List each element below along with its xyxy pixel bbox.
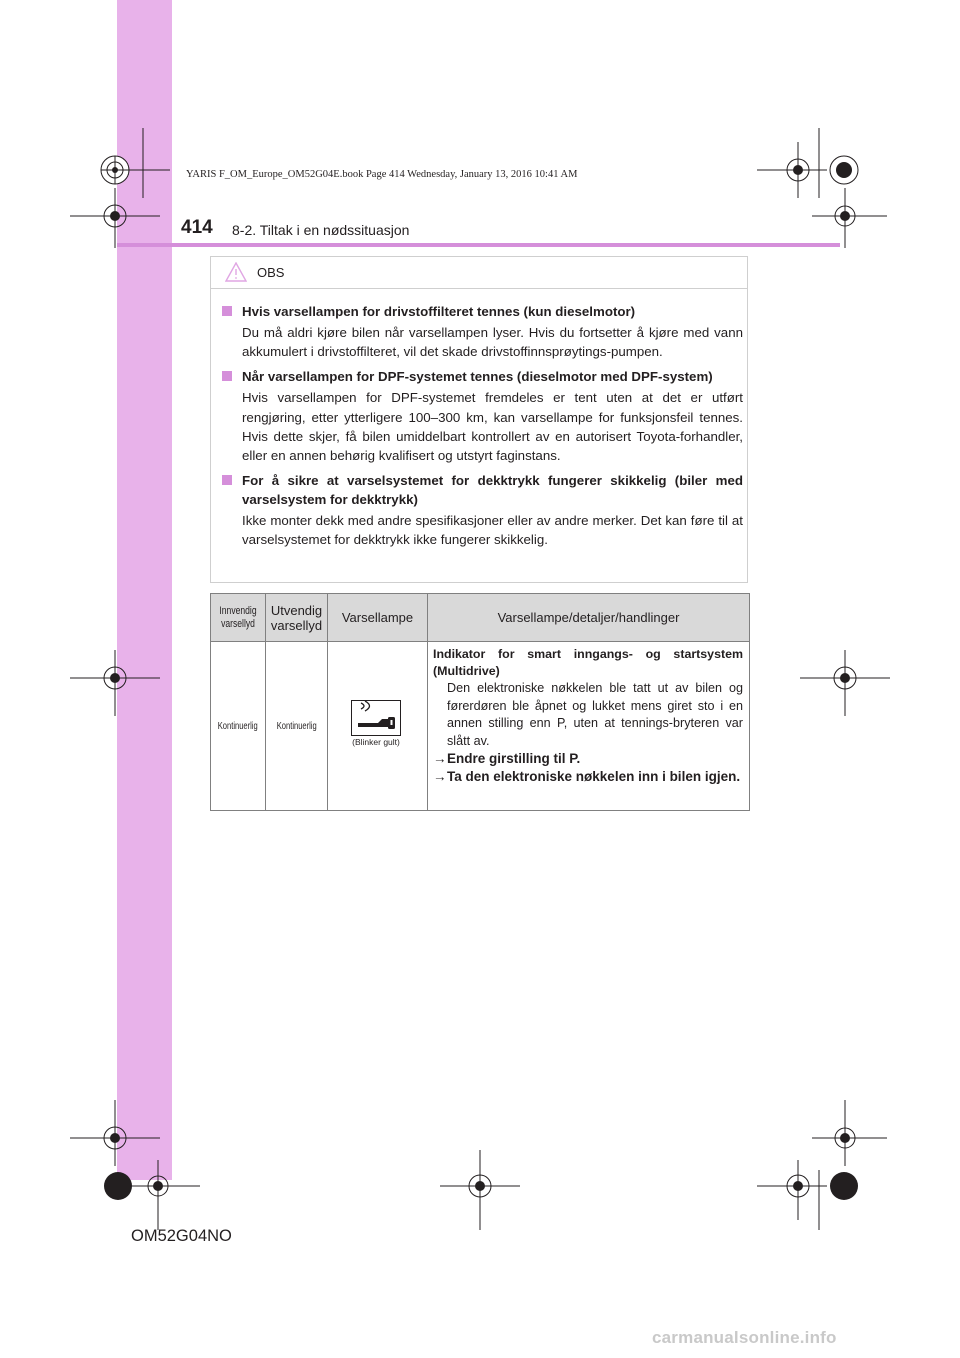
header-rule xyxy=(117,243,840,247)
detail-title: Indikator for smart inngangs- og startsystem (Multidrive) xyxy=(433,647,743,678)
action-text: Ta den elektroniske nøkkelen inn i bilen igjen. xyxy=(447,769,741,784)
obs-item-heading: Når varsellampen for DPF-systemet tennes (dieselmotor med DPF-system) xyxy=(242,369,713,385)
lamp-caption: (Blinker gult) xyxy=(352,737,400,747)
warning-table xyxy=(210,593,750,811)
registration-mark-icon xyxy=(757,1100,887,1230)
cell-outside-sound: Kontinuerlig xyxy=(276,719,317,732)
action-item xyxy=(433,768,743,786)
bullet-square-icon xyxy=(222,371,232,381)
obs-item-text: Ikke monter dekk med andre spesifikasjoner eller av andre merker. Det kan føre til at varselsystemet for dekktrykk ikke fungerer skikkelig. xyxy=(242,513,743,548)
registration-target-icon xyxy=(100,140,170,210)
registration-mark-icon xyxy=(757,128,887,248)
page-number: 414 xyxy=(181,217,213,238)
watermark: carmanualsonline.info xyxy=(652,1328,837,1347)
registration-mark-icon xyxy=(70,1100,200,1230)
obs-item xyxy=(221,471,743,549)
obs-item-heading: Hvis varsellampen for drivstoffilteret tennes (kun dieselmotor) xyxy=(242,304,636,319)
bullet-square-icon xyxy=(222,475,232,485)
arrow-right-icon: → xyxy=(433,769,447,784)
smart-key-warning-icon xyxy=(351,700,401,736)
detail-text: Den elektroniske nøkkelen ble tatt ut av bilen og førerdøren ble åpnet og lukket mens giret sto i en annen stilling enn P, uten at tennings-bryteren var slått av. xyxy=(447,681,743,748)
obs-item-heading: For å sikre at varselsystemet for dekktrykk fungerer skikkelig (biler med varselsystem for dekktrykk) xyxy=(242,473,743,508)
header-warning-lamp: Varsellampe xyxy=(341,610,414,625)
cell-inside-sound: Kontinuerlig xyxy=(218,719,258,732)
obs-item xyxy=(221,302,743,361)
document-code: OM52G04NO xyxy=(131,1227,232,1245)
obs-body xyxy=(221,302,743,556)
section-title: 8-2. Tiltak i en nødssituasjon xyxy=(232,222,410,238)
header-details: Varsellampe/detaljer/handlinger xyxy=(497,610,680,625)
registration-mark-icon xyxy=(70,650,160,720)
header-inside-sound: Innvendig varsellyd xyxy=(219,604,257,630)
registration-mark-icon xyxy=(440,1150,520,1230)
obs-item xyxy=(221,367,743,465)
obs-item-text: Du må aldri kjøre bilen når varsellampen lyser. Hvis du fortsetter å kjøre med vann akkumulert i drivstoffilteret, vil det skade drivstoffinnsprøytings-pumpen. xyxy=(242,325,743,360)
obs-header xyxy=(211,257,747,289)
obs-item-text: Hvis varsellampen for DPF-systemet fremdeles er tent uten at det er utført rengjøring, etter ytterligere 100–300 km, kan varsellampe for funksjonsfeil tennes. Hvis dette skjer, få bilen umiddelbart kontrollert av en autorisert Toyota-forhandler, eller en annen behørig kvalifisert og utstyrt faginstans. xyxy=(242,390,743,464)
registration-mark-icon xyxy=(800,650,890,720)
action-text: Endre girstilling til P. xyxy=(447,751,581,766)
arrow-right-icon: → xyxy=(433,751,447,766)
book-info-line: YARIS F_OM_Europe_OM52G04E.book Page 414 Wednesday, January 13, 2016 10:41 AM xyxy=(186,169,578,180)
obs-caution-box xyxy=(210,256,748,583)
bullet-square-icon xyxy=(222,306,232,316)
obs-title: OBS xyxy=(257,265,285,280)
action-item xyxy=(433,750,743,768)
header-outside-sound: Utvendig varsellyd xyxy=(270,602,323,633)
warning-triangle-icon xyxy=(225,262,247,282)
details-cell xyxy=(433,646,743,786)
